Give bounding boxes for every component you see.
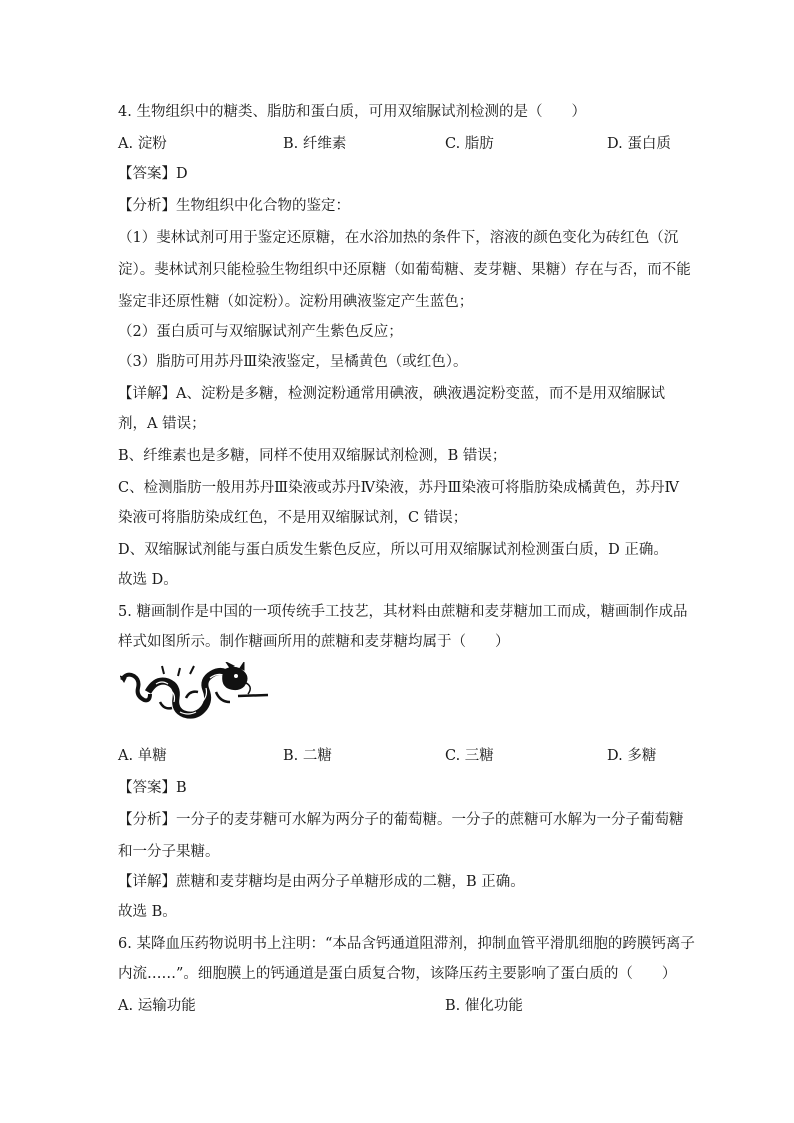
dragon-sugar-painting-image (120, 662, 270, 724)
q4-detail-line: D、双缩脲试剂能与蛋白质发生紫色反应，所以可用双缩脲试剂检测蛋白质，D 正确。 (118, 542, 668, 558)
q4-detail-line: B、纤维素也是多糖，同样不使用双缩脲试剂检测，B 错误； (118, 448, 507, 464)
q4-analysis-line: 鉴定非还原性糖（如淀粉）。淀粉用碘液鉴定产生蓝色； (118, 294, 474, 310)
q4-option-c: C. 脂肪 (445, 136, 494, 152)
q5-stem-line: 样式如图所示。制作糖画所用的蔗糖和麦芽糖均属于（ ） (118, 634, 510, 650)
q5-analysis-line: 【分析】一分子的麦芽糖可水解为两分子的葡萄糖。一分子的蔗糖可水解为一分子葡萄糖 (118, 812, 684, 828)
q6-stem-line: 内流……”。细胞膜上的钙通道是蛋白质复合物，该降压药主要影响了蛋白质的（ ） (118, 966, 677, 982)
q4-stem: 4. 生物组织中的糖类、脂肪和蛋白质，可用双缩脲试剂检测的是（ ） (118, 104, 586, 120)
q4-analysis-line: （1）斐林试剂可用于鉴定还原糖，在水浴加热的条件下，溶液的颜色变化为砖红色（沉 (118, 230, 679, 246)
q5-option-a: A. 单糖 (118, 748, 167, 764)
q6-stem-line: 6. 某降血压药物说明书上注明：“本品含钙通道阻滞剂，抑制血管平滑肌细胞的跨膜钙离子 (118, 936, 695, 952)
q4-analysis-line: （2）蛋白质可与双缩脲试剂产生紫色反应； (118, 324, 403, 340)
q5-detail: 【详解】蔗糖和麦芽糖均是由两分子单糖形成的二糖，B 正确。 (118, 874, 525, 890)
q4-detail-line: 【详解】A、淀粉是多糖，检测淀粉通常用碘液，碘液遇淀粉变蓝，而不是用双缩脲试 (118, 386, 665, 402)
q4-option-a: A. 淀粉 (118, 136, 167, 152)
q4-answer: 【答案】D (118, 166, 188, 182)
q4-detail-line: 染液可将脂肪染成红色，不是用双缩脲试剂，C 错误； (118, 510, 468, 526)
q4-option-b: B. 纤维素 (283, 136, 347, 152)
q4-detail-line: 剂，A 错误； (118, 416, 206, 432)
q5-option-c: C. 三糖 (445, 748, 494, 764)
q6-option-b: B. 催化功能 (445, 998, 523, 1014)
q4-detail-line: C、检测脂肪一般用苏丹Ⅲ染液或苏丹Ⅳ染液，苏丹Ⅲ染液可将脂肪染成橘黄色，苏丹Ⅳ (118, 480, 680, 496)
q6-option-a: A. 运输功能 (118, 998, 196, 1014)
q5-analysis-line: 和一分子果糖。 (118, 844, 220, 860)
q5-option-d: D. 多糖 (607, 748, 657, 764)
q5-conclusion: 故选 B。 (118, 904, 177, 920)
q4-analysis-line: 【分析】生物组织中化合物的鉴定： (118, 198, 350, 214)
q4-analysis-line: （3）脂肪可用苏丹Ⅲ染液鉴定，呈橘黄色（或红色）。 (118, 354, 468, 370)
q4-analysis-line: 淀）。斐林试剂只能检验生物组织中还原糖（如葡萄糖、麦芽糖、果糖）存在与否，而不能 (118, 262, 691, 278)
q4-option-d: D. 蛋白质 (607, 136, 671, 152)
q5-option-b: B. 二糖 (283, 748, 332, 764)
q5-stem-line: 5. 糖画制作是中国的一项传统手工技艺，其材料由蔗糖和麦芽糖加工而成，糖画制作成品 (118, 604, 688, 620)
q5-answer: 【答案】B (118, 780, 187, 796)
q4-conclusion: 故选 D。 (118, 572, 178, 588)
